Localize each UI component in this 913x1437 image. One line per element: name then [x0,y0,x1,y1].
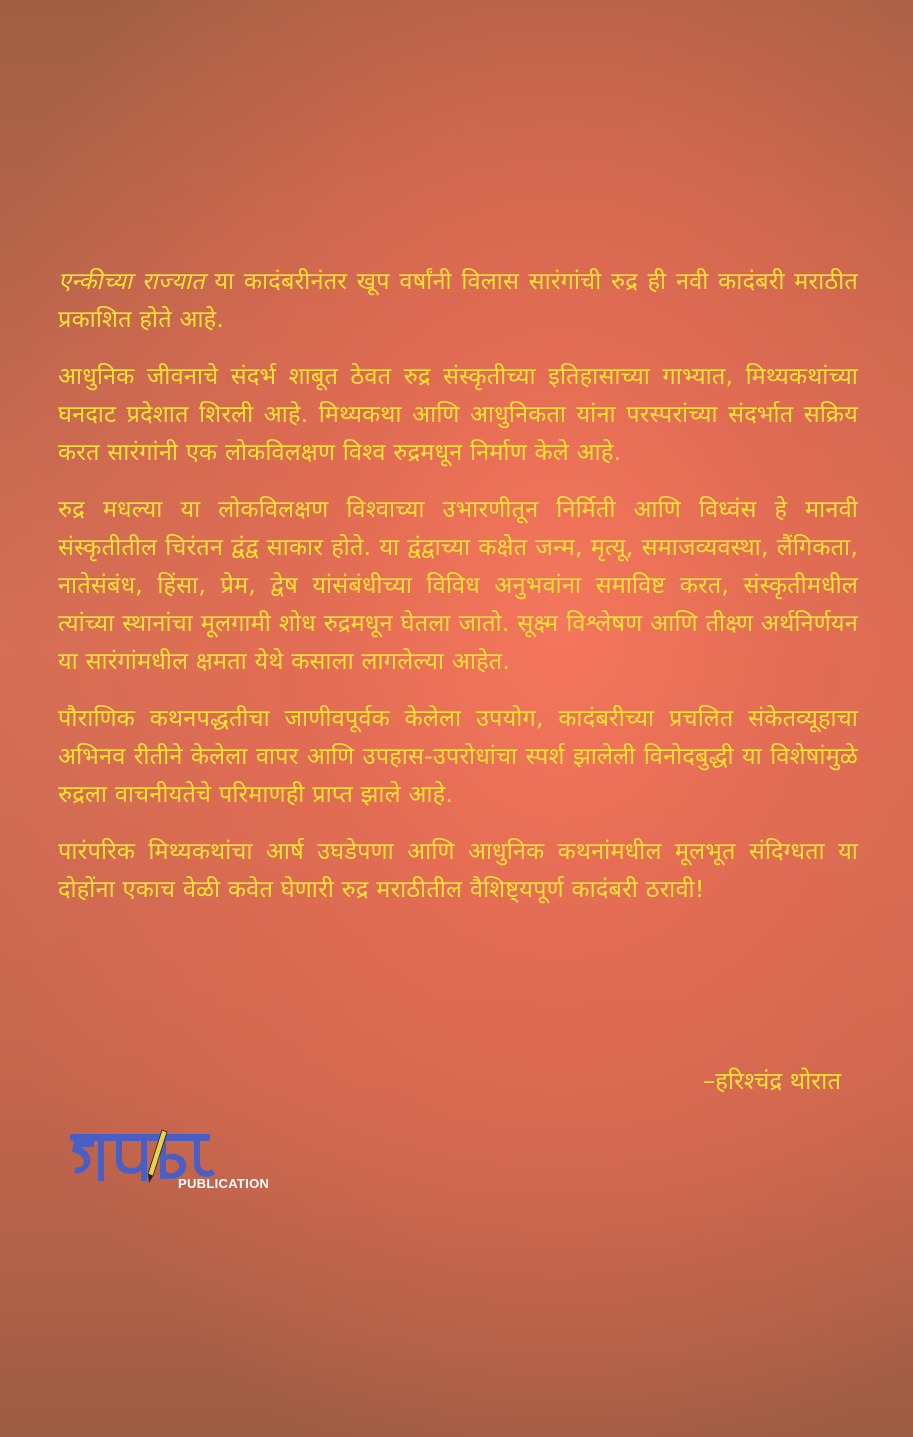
book-title-italic: एन्कीच्या राज्यात [58,267,205,295]
blurb-paragraph-5: पारंपरिक मिथ्यकथांचा आर्ष उघडेपणा आणि आधुनिक कथनांमधील मूलभूत संदिग्धता या दोहोंना एकाच वेळी कवेत घेणारी रुद्र मराठीतील वैशिष्ट्यपूर्ण कादंबरी ठरावी! [58,837,858,903]
logo-wordmark [70,1134,215,1181]
blurb-paragraph-4: पौराणिक कथनपद्धतीचा जाणीवपूर्वक केलेला उपयोग, कादंबरीच्या प्रचलित संकेतव्यूहाचा अभिनव रीतीने केलेला वापर आणि उपहास-उपरोधांचा स्पर्श झालेली विनोदबुद्धी या विशेषांमुळे रुद्रला वाचनीयतेचे परिमाणही प्राप्त झाले आहे. [58,704,858,808]
blurb-text [58,262,858,927]
blurb-paragraph-1-text: या कादंबरीनंतर खूप वर्षांनी विलास सारंगांची रुद्र ही नवी कादंबरी मराठीत प्रकाशित होते आहे. [58,267,858,333]
publisher-logo [64,1128,270,1208]
blurb-paragraph-2: आधुनिक जीवनाचे संदर्भ शाबूत ठेवत रुद्र संस्कृतीच्या इतिहासाच्या गाभ्यात, मिथ्यकथांच्या घनदाट प्रदेशात शिरली आहे. मिथ्यकथा आणि आधुनिकता यांना परस्परांच्या संदर्भात सक्रिय करत सारंगांनी एक लोकविलक्षण विश्व रुद्रमधून निर्माण केले आहे. [58,362,858,466]
publisher-label: PUBLICATION [178,1176,270,1191]
blurb-paragraph-1 [58,262,858,338]
blurb-paragraph-3: रुद्र मधल्या या लोकविलक्षण विश्वाच्या उभारणीतून निर्मिती आणि विध्वंस हे मानवी संस्कृतीतील चिरंतन द्वंद्व साकार होते. या द्वंद्वाच्या कक्षेत जन्म, मृत्यू, समाजव्यवस्था, लैंगिकता, नातेसंबंध, हिंसा, प्रेम, द्वेष यांसंबंधीच्या विविध अनुभवांना समाविष्ट करत, संस्कृतीमधील त्यांच्या स्थानांचा मूलगामी शोध रुद्रमधून घेतला जातो. सूक्ष्म विश्लेषण आणि तीक्ष्ण अर्थनिर्णयन या सारंगांमधील क्षमता येथे कसाला लागलेल्या आहेत. [58,495,858,675]
author-signature: –हरिश्चंद्र थोरात [703,1067,841,1095]
